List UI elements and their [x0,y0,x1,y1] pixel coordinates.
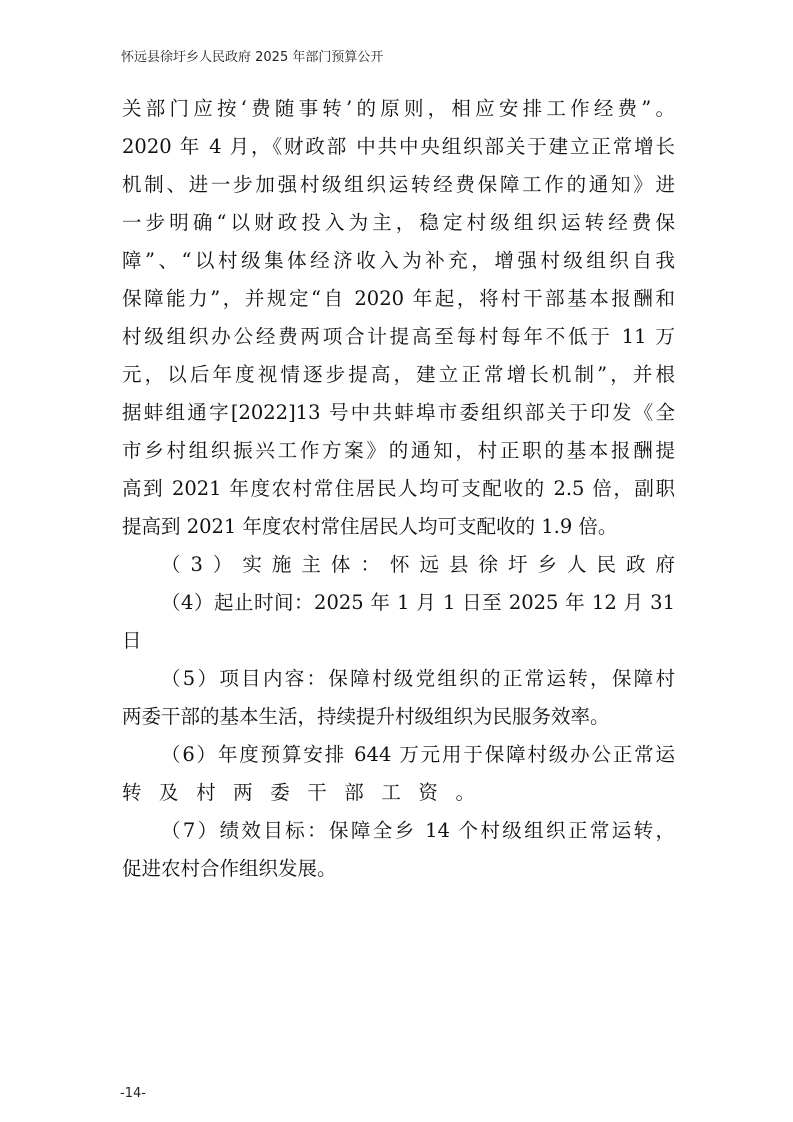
text-line: （5）项目内容：保障村级党组织的正常运转，保障村 [161,667,675,690]
text-line: 高到 2021 年度农村常住居民人均可支配收的 2.5 倍，副职 [122,477,675,500]
text-line: 促进农村合作组织发展。 [122,857,337,880]
text-line: 关部门应按‘费随事转’的原则，相应安排工作经费”。 [122,97,675,120]
text-line: 提高到 2021 年度农村常住居民人均可支配收的 1.9 倍。 [122,515,618,538]
text-line: 日 [122,629,142,652]
text-line: 村级组织办公经费两项合计提高至每村每年不低于 11 万 [122,325,675,348]
text-line: （7）绩效目标：保障全乡 14 个村级组织正常运转， [161,819,675,842]
text-line: 机制、进一步加强村级组织运转经费保障工作的通知》进 [122,173,675,196]
text-line: 2020 年 4 月，《财政部 中共中央组织部关于建立正常增长 [122,135,675,158]
page-number: -14- [120,1086,146,1101]
text-line: 两委干部的基本生活，持续提升村级组织为民服务效率。 [122,705,610,728]
document-body [122,90,675,888]
text-line: 障”、“以村级集体经济收入为补充，增强村级组织自我 [122,249,675,272]
text-line: （4）起止时间：2025 年 1 月 1 日至 2025 年 12 月 31 [161,591,675,614]
page-header: 怀远县徐圩乡人民政府 2025 年部门预算公开 [121,50,384,65]
text-line: （3）实施主体：怀远县徐圩乡人民政府 [161,553,675,576]
text-line: （6）年度预算安排 644 万元用于保障村级办公正常运 [161,743,675,766]
text-line: 保障能力”，并规定“自 2020 年起，将村干部基本报酬和 [122,287,675,310]
text-line: 元，以后年度视情逐步提高，建立正常增长机制”，并根 [122,363,675,386]
text-line: 市乡村组织振兴工作方案》的通知，村正职的基本报酬提 [122,439,675,462]
text-line: 转及村两委干部工资。 [122,781,493,804]
text-line: 据蚌组通字[2022]13 号中共蚌埠市委组织部关于印发《全 [122,401,675,424]
text-line: 一步明确“以财政投入为主，稳定村级组织运转经费保 [122,211,675,234]
